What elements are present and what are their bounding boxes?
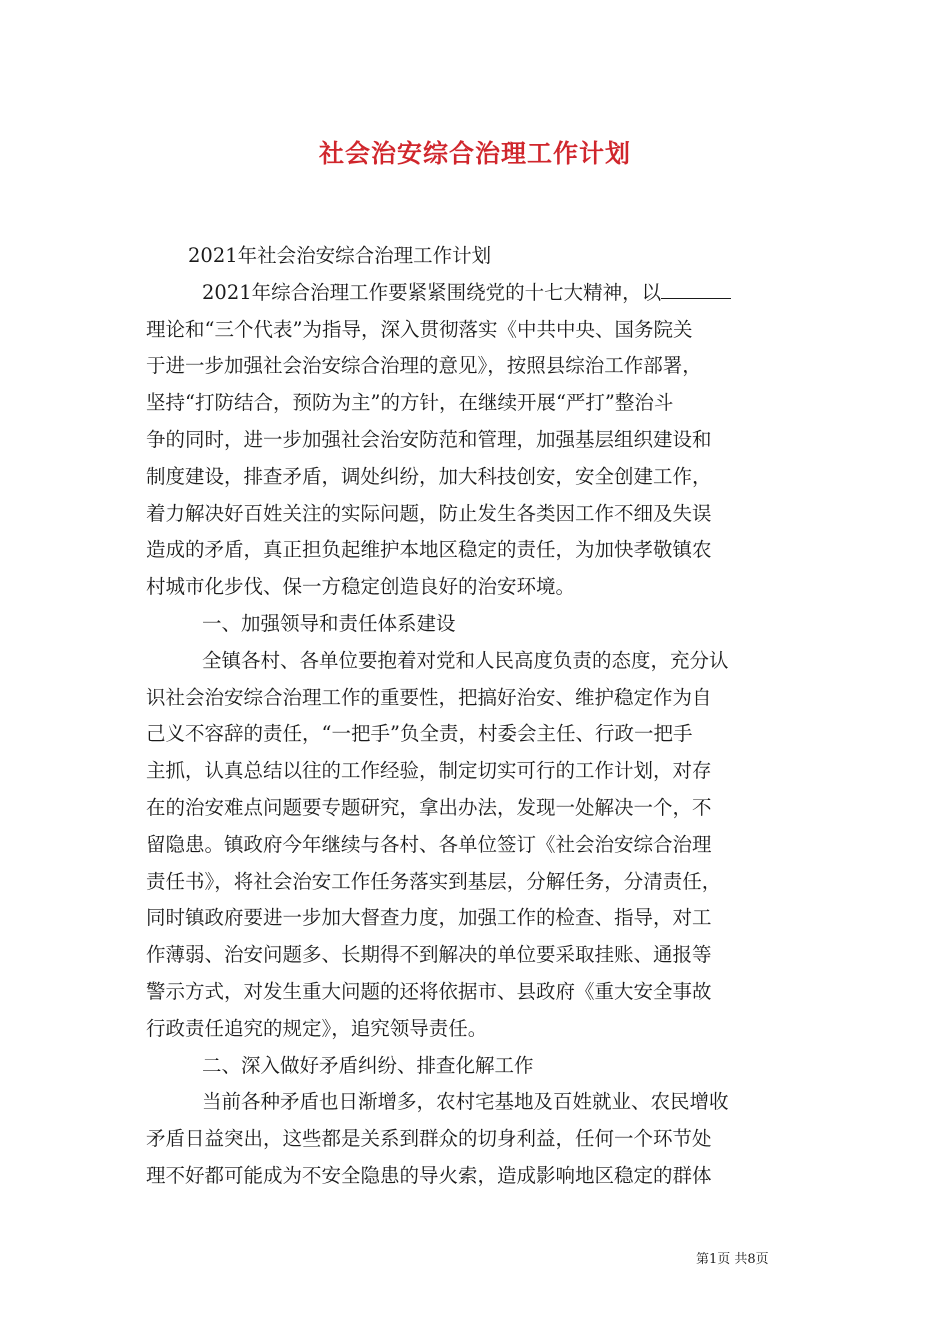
body-line	[146, 238, 806, 275]
body-line-text: 主抓，认真总结以往的工作经验，制定切实可行的工作计划，对存	[146, 759, 712, 783]
body-line-text: 村城市化步伐、保一方稳定创造良好的治安环境。	[146, 575, 576, 599]
body-line-text: 理不好都可能成为不安全隐患的导火索，造成影响地区稳定的群体	[146, 1163, 712, 1187]
body-line	[146, 1121, 806, 1158]
body-line	[146, 1084, 806, 1121]
body-line-text: 矛盾日益突出，这些都是关系到群众的切身利益，任何一个环节处	[146, 1127, 712, 1151]
body-line-text: 同时镇政府要进一步加大督查力度，加强工作的检查、指导，对工	[146, 906, 712, 930]
body-line-text: 坚持“打防结合，预防为主”的方针，在继续开展“严打”整治斗	[146, 391, 674, 415]
body-line	[146, 900, 806, 937]
body-line	[146, 1011, 806, 1048]
body-line-text: 一、加强领导和责任体系建设	[202, 611, 456, 635]
body-line-text: 行政责任追究的规定》，追究领导责任。	[146, 1016, 488, 1040]
body-line	[146, 753, 806, 790]
body-line	[146, 532, 806, 569]
document-body	[146, 238, 806, 1195]
body-line-text: 己义不容辞的责任，“一把手”负全责，村委会主任、行政一把手	[146, 722, 693, 746]
body-line	[146, 937, 806, 974]
body-line-text: 争的同时，进一步加强社会治安防范和管理，加强基层组织建设和	[146, 427, 712, 451]
body-line	[146, 348, 806, 385]
body-line-text: 作薄弱、治安问题多、长期得不到解决的单位要采取挂账、通报等	[146, 943, 712, 967]
body-line-text: 于进一步加强社会治安综合治理的意见》，按照县综治工作部署，	[146, 354, 702, 378]
body-line	[146, 312, 806, 349]
body-line	[146, 790, 806, 827]
body-line	[146, 864, 806, 901]
body-line	[146, 1048, 806, 1085]
body-line-text: 理论和“三个代表”为指导，深入贯彻落实《中共中央、国务院关	[146, 317, 693, 341]
body-line	[146, 606, 806, 643]
body-line-text: 2021年社会治安综合治理工作计划	[188, 244, 492, 267]
body-line	[146, 459, 806, 496]
body-line	[146, 1158, 806, 1195]
body-line	[146, 716, 806, 753]
body-line-text: 全镇各村、各单位要抱着对党和人民高度负责的态度，充分认	[202, 648, 729, 672]
body-line	[146, 643, 806, 680]
body-line-text: 留隐患。镇政府今年继续与各村、各单位签订《社会治安综合治理	[146, 832, 712, 856]
page-number: 第1页 共8页	[696, 1252, 769, 1267]
body-line	[146, 496, 806, 533]
body-line	[146, 569, 806, 606]
body-line	[146, 422, 806, 459]
fill-in-blank	[661, 280, 731, 299]
body-line-text: 警示方式，对发生重大问题的还将依据市、县政府《重大安全事故	[146, 979, 712, 1003]
body-line	[146, 680, 806, 717]
body-line-text: 二、深入做好矛盾纠纷、排查化解工作	[202, 1053, 534, 1077]
body-line-text: 当前各种矛盾也日渐增多，农村宅基地及百姓就业、农民增收	[202, 1090, 729, 1114]
body-line-text: 造成的矛盾，真正担负起维护本地区稳定的责任，为加快孝敬镇农	[146, 538, 712, 562]
body-line-text: 识社会治安综合治理工作的重要性，把搞好治安、维护稳定作为自	[146, 685, 712, 709]
body-line	[146, 974, 806, 1011]
body-line-text: 责任书》，将社会治安工作任务落实到基层，分解任务，分清责任，	[146, 869, 722, 893]
body-line-text: 2021年综合治理工作要紧紧围绕党的十七大精神，以	[202, 280, 662, 304]
body-line	[146, 275, 806, 312]
body-line	[146, 827, 806, 864]
body-line-text: 在的治安难点问题要专题研究，拿出办法，发现一处解决一个，不	[146, 795, 712, 819]
body-line-text: 着力解决好百姓关注的实际问题，防止发生各类因工作不细及失误	[146, 501, 712, 525]
body-line	[146, 385, 806, 422]
body-line-text: 制度建设，排查矛盾，调处纠纷，加大科技创安，安全创建工作，	[146, 464, 712, 488]
document-title: 社会治安综合治理工作计划	[318, 139, 631, 168]
